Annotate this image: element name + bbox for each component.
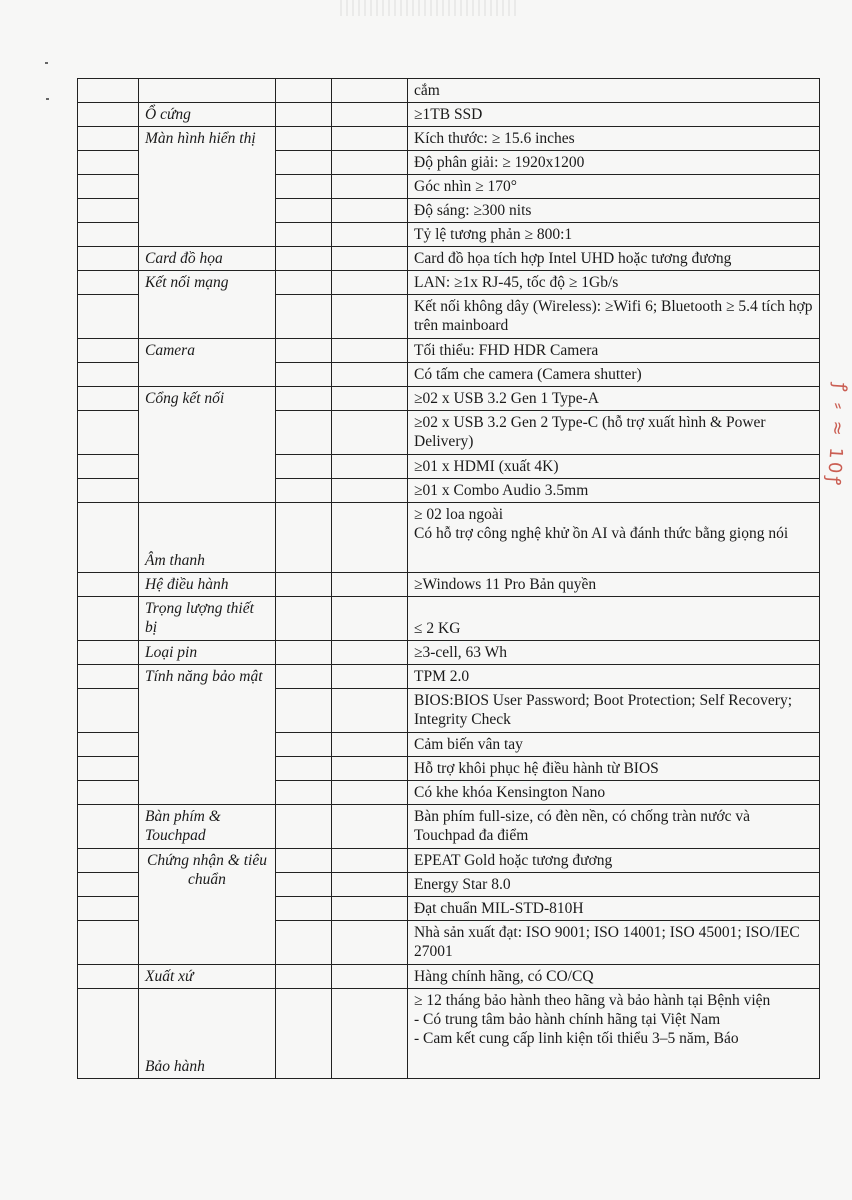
spec-value: ≥1TB SSD xyxy=(408,103,820,127)
spec-row xyxy=(78,641,820,665)
unit-cell xyxy=(276,363,332,387)
index-cell xyxy=(78,175,139,199)
quantity-cell xyxy=(332,127,408,151)
unit-cell xyxy=(276,965,332,989)
quantity-cell xyxy=(332,503,408,573)
unit-cell xyxy=(276,223,332,247)
index-cell xyxy=(78,363,139,387)
red-handwritten-mark: ꝭ ⸗ ≈ 10ꝭ xyxy=(822,382,851,489)
quantity-cell xyxy=(332,455,408,479)
spec-row xyxy=(78,103,820,127)
quantity-cell xyxy=(332,363,408,387)
spec-value: Kết nối không dây (Wireless): ≥Wifi 6; Bluetooth ≥ 5.4 tích hợp trên mainboard xyxy=(408,295,820,339)
spec-value: Góc nhìn ≥ 170° xyxy=(408,175,820,199)
index-cell xyxy=(78,295,139,339)
spec-value: Tỷ lệ tương phản ≥ 800:1 xyxy=(408,223,820,247)
spec-label: Chứng nhận & tiêu chuẩn xyxy=(139,849,276,965)
spec-label: Kết nối mạng xyxy=(139,271,276,339)
index-cell xyxy=(78,781,139,805)
unit-cell xyxy=(276,733,332,757)
index-cell xyxy=(78,199,139,223)
unit-cell xyxy=(276,503,332,573)
quantity-cell xyxy=(332,689,408,733)
quantity-cell xyxy=(332,223,408,247)
quantity-cell xyxy=(332,339,408,363)
index-cell xyxy=(78,79,139,103)
unit-cell xyxy=(276,849,332,873)
quantity-cell xyxy=(332,411,408,455)
spec-value: ≥ 12 tháng bảo hành theo hãng và bảo hành tại Bệnh viện - Có trung tâm bảo hành chính hãng tại Việt Nam - Cam kết cung cấp linh kiện tối thiểu 3–5 năm, Báo xyxy=(408,989,820,1079)
scan-speck xyxy=(45,62,48,64)
spec-row xyxy=(78,965,820,989)
index-cell xyxy=(78,757,139,781)
specification-table xyxy=(77,78,820,1079)
spec-label: Tính năng bảo mật xyxy=(139,665,276,805)
scan-artifact xyxy=(340,0,520,16)
quantity-cell xyxy=(332,103,408,127)
spec-value: BIOS:BIOS User Password; Boot Protection; Self Recovery; Integrity Check xyxy=(408,689,820,733)
quantity-cell xyxy=(332,781,408,805)
index-cell xyxy=(78,479,139,503)
unit-cell xyxy=(276,79,332,103)
quantity-cell xyxy=(332,733,408,757)
spec-row xyxy=(78,271,820,295)
spec-value: Bàn phím full-size, có đèn nền, có chống tràn nước và Touchpad đa điểm xyxy=(408,805,820,849)
quantity-cell xyxy=(332,597,408,641)
spec-label: Trọng lượng thiết bị xyxy=(139,597,276,641)
unit-cell xyxy=(276,103,332,127)
unit-cell xyxy=(276,247,332,271)
unit-cell xyxy=(276,199,332,223)
quantity-cell xyxy=(332,873,408,897)
index-cell xyxy=(78,411,139,455)
quantity-cell xyxy=(332,295,408,339)
spec-value: ≥01 x HDMI (xuất 4K) xyxy=(408,455,820,479)
spec-row xyxy=(78,849,820,873)
index-cell xyxy=(78,897,139,921)
unit-cell xyxy=(276,151,332,175)
spec-label: Cổng kết nối xyxy=(139,387,276,503)
spec-row xyxy=(78,805,820,849)
index-cell xyxy=(78,641,139,665)
index-cell xyxy=(78,223,139,247)
spec-label xyxy=(139,79,276,103)
unit-cell xyxy=(276,805,332,849)
spec-value: ≥01 x Combo Audio 3.5mm xyxy=(408,479,820,503)
unit-cell xyxy=(276,455,332,479)
spec-row xyxy=(78,597,820,641)
spec-value: cắm xyxy=(408,79,820,103)
spec-value: Có khe khóa Kensington Nano xyxy=(408,781,820,805)
unit-cell xyxy=(276,573,332,597)
specification-table-body xyxy=(78,79,820,1079)
index-cell xyxy=(78,733,139,757)
spec-value: Độ sáng: ≥300 nits xyxy=(408,199,820,223)
index-cell xyxy=(78,805,139,849)
quantity-cell xyxy=(332,897,408,921)
unit-cell xyxy=(276,411,332,455)
index-cell xyxy=(78,573,139,597)
index-cell xyxy=(78,689,139,733)
spec-row xyxy=(78,573,820,597)
spec-label: Card đồ họa xyxy=(139,247,276,271)
spec-value: TPM 2.0 xyxy=(408,665,820,689)
unit-cell xyxy=(276,689,332,733)
spec-row xyxy=(78,247,820,271)
unit-cell xyxy=(276,989,332,1079)
spec-value: Nhà sản xuất đạt: ISO 9001; ISO 14001; ISO 45001; ISO/IEC 27001 xyxy=(408,921,820,965)
spec-label: Camera xyxy=(139,339,276,387)
index-cell xyxy=(78,597,139,641)
spec-label: Xuất xứ xyxy=(139,965,276,989)
spec-label: Loại pin xyxy=(139,641,276,665)
unit-cell xyxy=(276,641,332,665)
index-cell xyxy=(78,127,139,151)
quantity-cell xyxy=(332,271,408,295)
spec-label: Ổ cứng xyxy=(139,103,276,127)
spec-value: ≥02 x USB 3.2 Gen 1 Type-A xyxy=(408,387,820,411)
unit-cell xyxy=(276,295,332,339)
quantity-cell xyxy=(332,387,408,411)
index-cell xyxy=(78,665,139,689)
index-cell xyxy=(78,873,139,897)
spec-label: Âm thanh xyxy=(139,503,276,573)
unit-cell xyxy=(276,873,332,897)
spec-value: Card đồ họa tích hợp Intel UHD hoặc tương đương xyxy=(408,247,820,271)
unit-cell xyxy=(276,781,332,805)
spec-value: Energy Star 8.0 xyxy=(408,873,820,897)
unit-cell xyxy=(276,387,332,411)
spec-label: Hệ điều hành xyxy=(139,573,276,597)
spec-value: ≥Windows 11 Pro Bản quyền xyxy=(408,573,820,597)
unit-cell xyxy=(276,271,332,295)
spec-label: Bàn phím & Touchpad xyxy=(139,805,276,849)
spec-value: Hàng chính hãng, có CO/CQ xyxy=(408,965,820,989)
unit-cell xyxy=(276,665,332,689)
spec-row xyxy=(78,989,820,1079)
index-cell xyxy=(78,271,139,295)
unit-cell xyxy=(276,897,332,921)
spec-row xyxy=(78,339,820,363)
index-cell xyxy=(78,849,139,873)
index-cell xyxy=(78,921,139,965)
spec-value: ≤ 2 KG xyxy=(408,597,820,641)
index-cell xyxy=(78,151,139,175)
quantity-cell xyxy=(332,151,408,175)
quantity-cell xyxy=(332,175,408,199)
index-cell xyxy=(78,455,139,479)
index-cell xyxy=(78,965,139,989)
quantity-cell xyxy=(332,965,408,989)
spec-row xyxy=(78,387,820,411)
unit-cell xyxy=(276,127,332,151)
quantity-cell xyxy=(332,849,408,873)
index-cell xyxy=(78,989,139,1079)
scan-speck xyxy=(46,98,49,100)
unit-cell xyxy=(276,479,332,503)
spec-value: ≥02 x USB 3.2 Gen 2 Type-C (hỗ trợ xuất hình & Power Delivery) xyxy=(408,411,820,455)
quantity-cell xyxy=(332,247,408,271)
spec-value: Có tấm che camera (Camera shutter) xyxy=(408,363,820,387)
spec-value: Độ phân giải: ≥ 1920x1200 xyxy=(408,151,820,175)
spec-value: LAN: ≥1x RJ-45, tốc độ ≥ 1Gb/s xyxy=(408,271,820,295)
quantity-cell xyxy=(332,79,408,103)
spec-value: Tối thiểu: FHD HDR Camera xyxy=(408,339,820,363)
unit-cell xyxy=(276,757,332,781)
quantity-cell xyxy=(332,665,408,689)
unit-cell xyxy=(276,175,332,199)
quantity-cell xyxy=(332,921,408,965)
unit-cell xyxy=(276,339,332,363)
spec-value: ≥ 02 loa ngoài Có hỗ trợ công nghệ khử ồn AI và đánh thức bằng giọng nói xyxy=(408,503,820,573)
index-cell xyxy=(78,503,139,573)
index-cell xyxy=(78,247,139,271)
index-cell xyxy=(78,339,139,363)
spec-row xyxy=(78,127,820,151)
index-cell xyxy=(78,103,139,127)
spec-value: Kích thước: ≥ 15.6 inches xyxy=(408,127,820,151)
spec-value: EPEAT Gold hoặc tương đương xyxy=(408,849,820,873)
spec-row xyxy=(78,665,820,689)
spec-value: Hỗ trợ khôi phục hệ điều hành từ BIOS xyxy=(408,757,820,781)
spec-value: ≥3-cell, 63 Wh xyxy=(408,641,820,665)
quantity-cell xyxy=(332,199,408,223)
spec-label: Bảo hành xyxy=(139,989,276,1079)
unit-cell xyxy=(276,597,332,641)
quantity-cell xyxy=(332,573,408,597)
spec-value: Cảm biến vân tay xyxy=(408,733,820,757)
spec-label: Màn hình hiển thị xyxy=(139,127,276,247)
spec-row xyxy=(78,79,820,103)
spec-row xyxy=(78,503,820,573)
quantity-cell xyxy=(332,757,408,781)
spec-value: Đạt chuẩn MIL-STD-810H xyxy=(408,897,820,921)
quantity-cell xyxy=(332,479,408,503)
quantity-cell xyxy=(332,641,408,665)
index-cell xyxy=(78,387,139,411)
quantity-cell xyxy=(332,989,408,1079)
quantity-cell xyxy=(332,805,408,849)
unit-cell xyxy=(276,921,332,965)
